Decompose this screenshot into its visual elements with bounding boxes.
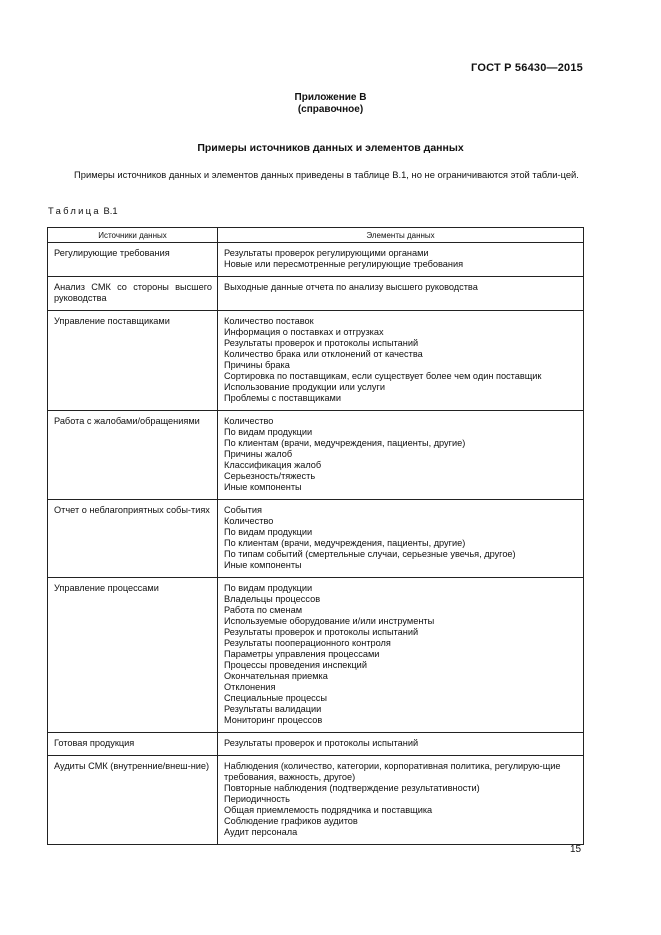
data-element-item: Параметры управления процессами — [224, 649, 380, 659]
section-title: Примеры источников данных и элементов данных — [197, 142, 464, 154]
table-row — [48, 277, 584, 311]
data-element-item: По видам продукции — [224, 427, 313, 437]
data-elements-cell — [218, 311, 584, 411]
table-caption — [48, 205, 118, 216]
data-elements-cell — [218, 756, 584, 845]
data-element-item: Владельцы процессов — [224, 594, 321, 604]
table-caption-word: Таблица — [48, 205, 101, 216]
data-element-item: По видам продукции — [224, 527, 313, 537]
data-element-item: Количество — [224, 516, 274, 526]
data-element-item: Работа по сменам — [224, 605, 303, 615]
table-row — [48, 578, 584, 733]
data-element-item: Общая приемлемость подрядчика и поставщика — [224, 805, 433, 815]
appendix-title: Приложение В — [294, 92, 367, 103]
data-element-item: Новые или пересмотренные регулирующие требования — [224, 259, 464, 269]
data-element-item: Результаты проверок регулирующими органами — [224, 248, 429, 258]
data-element-item: По клиентам (врачи, медучреждения, пациенты, другие) — [224, 538, 466, 548]
data-element-item: Количество — [224, 416, 274, 426]
table-header-row — [48, 228, 584, 243]
data-element-item: Результаты проверок и протоколы испытаний — [224, 338, 419, 348]
data-element-item: Иные компоненты — [224, 482, 302, 492]
data-element-item: События — [224, 505, 262, 515]
data-source-cell: Работа с жалобами/обращениями — [48, 411, 218, 500]
data-element-item: По типам событий (смертельные случаи, серьезные увечья, другое) — [224, 549, 516, 559]
data-source-cell: Анализ СМК со стороны высшего руководства — [48, 277, 218, 311]
data-elements-cell — [218, 500, 584, 578]
data-source-cell: Готовая продукция — [48, 733, 218, 756]
data-element-item: Окончательная приемка — [224, 671, 328, 681]
data-element-item: По видам продукции — [224, 583, 313, 593]
intro-paragraph: Примеры источников данных и элементов данных приведены в таблице В.1, но не ограничиваются этой табли-цей. — [74, 169, 579, 180]
data-element-item: Мониторинг процессов — [224, 715, 323, 725]
data-source-cell: Регулирующие требования — [48, 243, 218, 277]
data-element-item: Используемые оборудование и/или инструменты — [224, 616, 435, 626]
data-element-item: Выходные данные отчета по анализу высшего руководства — [224, 282, 478, 292]
data-element-item: Количество брака или отклонений от качества — [224, 349, 423, 359]
data-element-item: Повторные наблюдения (подтверждение результативности) — [224, 783, 480, 793]
data-element-item: Результаты пооперационного контроля — [224, 638, 391, 648]
data-element-item: Серьезность/тяжесть — [224, 471, 316, 481]
data-element-item: Результаты проверок и протоколы испытаний — [224, 738, 419, 748]
table-row — [48, 733, 584, 756]
data-element-item: Аудит персонала — [224, 827, 298, 837]
data-element-item: Причины брака — [224, 360, 290, 370]
data-element-item: Причины жалоб — [224, 449, 293, 459]
data-element-item: По клиентам (врачи, медучреждения, пациенты, другие) — [224, 438, 466, 448]
appendix-subtitle: (справочное) — [297, 104, 364, 115]
header-data-elements: Элементы данных — [218, 228, 584, 243]
table-row — [48, 500, 584, 578]
data-element-item: Процессы проведения инспекций — [224, 660, 367, 670]
data-element-item: Проблемы с поставщиками — [224, 393, 342, 403]
data-elements-cell — [218, 578, 584, 733]
data-element-item: Результаты проверок и протоколы испытаний — [224, 627, 419, 637]
data-element-item: Отклонения — [224, 682, 276, 692]
data-source-cell: Аудиты СМК (внутренние/внеш-ние) — [48, 756, 218, 845]
data-sources-table — [47, 227, 584, 845]
data-element-item: Количество поставок — [224, 316, 314, 326]
data-element-item: Результаты валидации — [224, 704, 322, 714]
table-row — [48, 756, 584, 845]
table-body — [48, 243, 584, 845]
data-elements-cell — [218, 277, 584, 311]
data-source-cell: Управление процессами — [48, 578, 218, 733]
data-element-item: Иные компоненты — [224, 560, 302, 570]
data-element-item: Наблюдения (количество, категории, корпоративная политика, регулирую-щие требования, важность, другое) — [224, 761, 561, 782]
data-elements-cell — [218, 243, 584, 277]
table-row — [48, 243, 584, 277]
data-element-item: Периодичность — [224, 794, 290, 804]
page-number: 15 — [570, 844, 582, 855]
data-element-item: Классификация жалоб — [224, 460, 322, 470]
data-elements-cell — [218, 411, 584, 500]
data-elements-cell — [218, 733, 584, 756]
data-element-item: Соблюдение графиков аудитов — [224, 816, 358, 826]
header-data-sources: Источники данных — [48, 228, 218, 243]
appendix-heading — [0, 92, 661, 116]
data-element-item: Специальные процессы — [224, 693, 327, 703]
data-element-item: Сортировка по поставщикам, если существует более чем один поставщик — [224, 371, 542, 381]
data-element-item: Использование продукции или услуги — [224, 382, 385, 392]
data-element-item: Информация о поставках и отгрузках — [224, 327, 384, 337]
data-source-cell: Отчет о неблагоприятных собы-тиях — [48, 500, 218, 578]
table-row — [48, 311, 584, 411]
table-row — [48, 411, 584, 500]
document-standard-number: ГОСТ Р 56430—2015 — [471, 62, 583, 74]
table-caption-number: В.1 — [103, 205, 118, 216]
data-source-cell: Управление поставщиками — [48, 311, 218, 411]
